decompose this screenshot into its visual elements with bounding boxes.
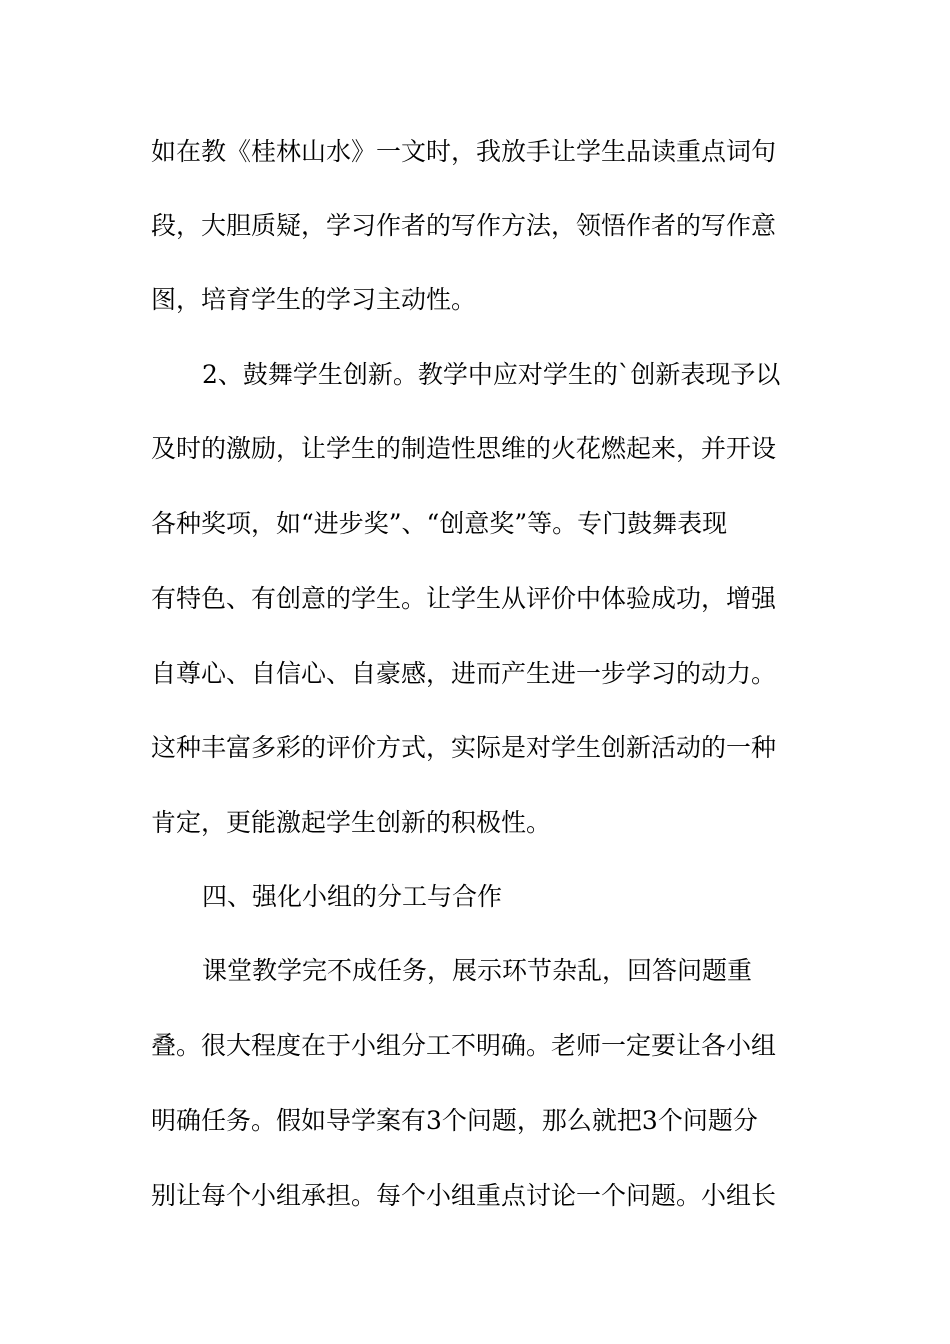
paragraph-3-start: 课堂教学完不成任务，展示环节杂乱，回答问题重: [202, 956, 753, 985]
text-line-7: 有特色、有创意的学生。让学生从评价中体验成功，增强: [151, 584, 777, 613]
text-line-3: 图，培育学生的学习主动性。: [151, 285, 477, 314]
text-line-2: 段，大胆质疑，学习作者的写作方法，领悟作者的写作意: [151, 211, 777, 240]
text-line-5: 及时的激励，让学生的制造性思维的火花燃起来，并开设: [151, 434, 777, 463]
text-line-6: 各种奖项，如“进步奖”、“创意奖”等。专门鼓舞表现: [151, 509, 728, 538]
text-line-1: 如在教《桂林山水》一文时，我放手让学生品读重点词句: [151, 137, 777, 166]
text-line-14: 明确任务。假如导学案有3个问题，那么就把3个问题分: [151, 1106, 758, 1135]
text-line-13: 叠。很大程度在于小组分工不明确。老师一定要让各小组: [151, 1031, 777, 1060]
text-line-9: 这种丰富多彩的评价方式，实际是对学生创新活动的一种: [151, 733, 777, 762]
text-line-15: 别让每个小组承担。每个小组重点讨论一个问题。小组长: [151, 1181, 777, 1210]
text-line-8: 自尊心、自信心、自豪感，进而产生进一步学习的动力。: [151, 659, 777, 688]
text-line-10: 肯定，更能激起学生创新的积极性。: [151, 808, 552, 837]
paragraph-2-start: 2、鼓舞学生创新。教学中应对学生的`创新表现予以: [202, 360, 781, 389]
section-heading-4: 四、强化小组的分工与合作: [202, 882, 503, 911]
